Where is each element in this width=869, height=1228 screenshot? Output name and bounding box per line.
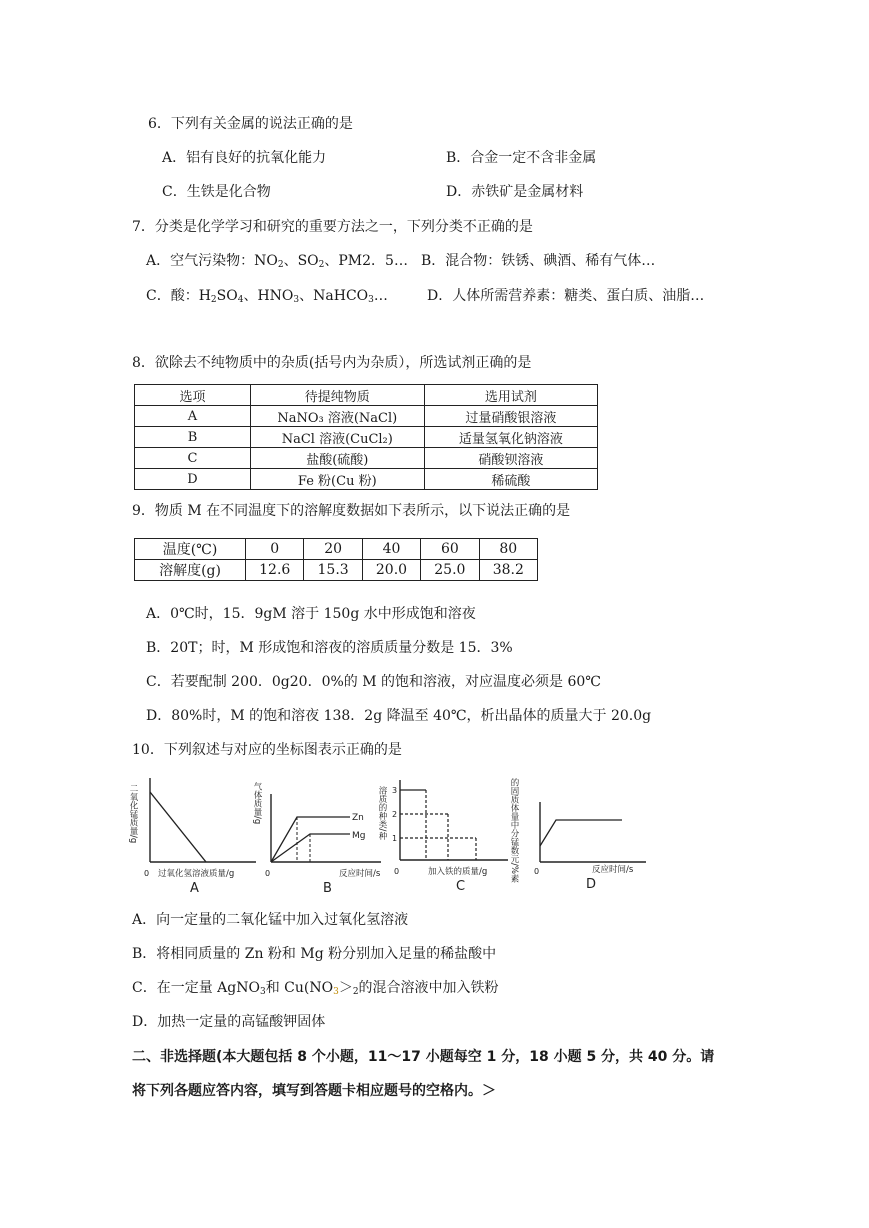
q9-stem: 9．物质 M 在不同温度下的溶解度数据如下表所示，以下说法正确的是 bbox=[132, 503, 571, 519]
table-cell: 12.6 bbox=[246, 560, 304, 581]
table-cell: 20.0 bbox=[362, 560, 420, 581]
table-cell: 稀硫酸 bbox=[424, 469, 597, 490]
table-cell: 硝酸钡溶液 bbox=[424, 448, 597, 469]
table-cell: Fe 粉(Cu 粉) bbox=[250, 469, 424, 490]
graph-d-letter: D bbox=[586, 877, 597, 892]
q7-stem: 7．分类是化学学习和研究的重要方法之一，下列分类不正确的是 bbox=[132, 219, 533, 235]
graph-a-origin: 0 bbox=[144, 869, 150, 878]
q10-graph-b bbox=[252, 772, 387, 896]
table-cell: 38.2 bbox=[479, 560, 537, 581]
graph-d-xlabel: 反应时间/s bbox=[592, 865, 634, 875]
q6-option-c: C．生铁是化合物 bbox=[162, 184, 271, 200]
graph-a-xlabel: 过氧化氢溶液质量/g bbox=[158, 869, 235, 879]
q7-option-a: A．空气污染物：$NO_2$、$SO_2$、PM2．5… bbox=[146, 253, 408, 270]
section2-heading-line1: 二、非选择题(本大题包括 8 个小题，11～17 小题每空 1 分，18 小题 5 分，共 40 分。请 bbox=[132, 1049, 715, 1065]
table-cell: 15.3 bbox=[304, 560, 362, 581]
q9-row-label-temp: 温度(℃) bbox=[135, 539, 246, 560]
q9-option-d: D．80%时，M 的饱和溶夜 138．2g 降温至 40℃，析出晶体的质量大于 20.0g bbox=[146, 708, 652, 724]
graph-c-tick-1: 1 bbox=[392, 834, 398, 843]
q6-option-b: B．合金一定不含非金属 bbox=[446, 150, 597, 166]
graph-b-letter: B bbox=[323, 881, 332, 896]
graph-c-tick-3: 3 bbox=[392, 786, 398, 795]
graph-d-origin: 0 bbox=[534, 867, 540, 876]
q6-option-a: A．铝有良好的抗氧化能力 bbox=[162, 150, 327, 166]
graph-b-xlabel: 反应时间/s bbox=[339, 869, 381, 879]
graph-b-ylabel: 气体质量/g bbox=[252, 782, 262, 825]
table-cell: C bbox=[135, 448, 251, 469]
q9-row-label-solubility: 溶解度(g) bbox=[135, 560, 246, 581]
section2-heading-line2: 将下列各题应答内容，填写到答题卡相应题号的空格内。＞ bbox=[132, 1083, 496, 1099]
q9-option-b: B．20T；时，M 形成饱和溶夜的溶质质量分数是 15．3% bbox=[146, 640, 513, 656]
q7-option-c: C．酸：$H_2SO_4$、$HNO_3$、NaHCO$_3$… bbox=[146, 288, 388, 305]
q8-header-option: 选项 bbox=[135, 385, 251, 406]
table-cell: B bbox=[135, 427, 251, 448]
q6-stem: 6．下列有关金属的说法正确的是 bbox=[148, 116, 353, 132]
table-cell: 过量硝酸银溶液 bbox=[424, 406, 597, 427]
graph-b-mg-label: Mg bbox=[352, 831, 366, 841]
table-cell: NaCl 溶液(CuCl₂) bbox=[250, 427, 424, 448]
table-cell: 60 bbox=[421, 539, 479, 560]
q10-graph-d bbox=[510, 770, 650, 896]
q6-option-d: D．赤铁矿是金属材料 bbox=[446, 184, 584, 200]
q9-option-c: C．若要配制 200．0g20．0%的 M 的饱和溶液，对应温度必须是 60℃ bbox=[146, 674, 601, 690]
table-cell: D bbox=[135, 469, 251, 490]
table-cell: 20 bbox=[304, 539, 362, 560]
q10-stem: 10．下列叙述与对应的坐标图表示正确的是 bbox=[132, 742, 402, 758]
graph-c-origin: 0 bbox=[394, 867, 400, 876]
graph-b-origin: 0 bbox=[265, 869, 271, 878]
table-cell: 盐酸(硫酸) bbox=[250, 448, 424, 469]
q10-graph-a bbox=[130, 772, 262, 896]
graph-a-ylabel: 二氧化锰质量/g bbox=[128, 784, 138, 844]
q7-option-b: B．混合物：铁锈、碘酒、稀有气体… bbox=[421, 253, 656, 269]
table-cell: 80 bbox=[479, 539, 537, 560]
q10-graph-c bbox=[377, 772, 512, 896]
table-cell: 0 bbox=[246, 539, 304, 560]
q9-option-a: A．0℃时，15．9gM 溶于 150g 水中形成饱和溶夜 bbox=[146, 606, 476, 622]
graph-c-xlabel: 加入铁的质量/g bbox=[428, 867, 488, 877]
q8-table bbox=[134, 384, 598, 490]
graph-c-tick-2: 2 bbox=[392, 810, 398, 819]
q10-option-c: C．在一定量 AgNO$_3$和 $Cu(NO_3>_2$的混合溶液中加入铁粉 bbox=[132, 980, 499, 997]
q10-option-b: B．将相同质量的 Zn 粉和 Mg 粉分别加入足量的稀盐酸中 bbox=[132, 946, 497, 962]
table-cell: 25.0 bbox=[421, 560, 479, 581]
q7-option-d: D．人体所需营养素：糖类、蛋白质、油脂… bbox=[427, 288, 705, 304]
graph-c-letter: C bbox=[456, 879, 466, 894]
q8-header-reagent: 选用试剂 bbox=[424, 385, 597, 406]
q8-header-substance: 待提纯物质 bbox=[250, 385, 424, 406]
graph-b-zn-label: Zn bbox=[352, 813, 364, 823]
table-cell: A bbox=[135, 406, 251, 427]
q9-solubility-table bbox=[134, 538, 538, 581]
q10-option-d: D．加热一定量的高锰酸钾固体 bbox=[132, 1014, 326, 1030]
table-cell: NaNO₃ 溶液(NaCl) bbox=[250, 406, 424, 427]
graph-d-ylabel: 的固质体量中分锰数元/%素 bbox=[509, 778, 519, 883]
table-cell: 适量氢氧化钠溶液 bbox=[424, 427, 597, 448]
q10-option-a: A．向一定量的二氧化锰中加入过氧化氢溶液 bbox=[132, 912, 409, 928]
table-cell: 40 bbox=[362, 539, 420, 560]
graph-a-letter: A bbox=[190, 881, 199, 896]
graph-c-ylabel: 溶质的种类/种 bbox=[377, 786, 387, 840]
q8-stem: 8．欲除去不纯物质中的杂质(括号内为杂质），所选试剂正确的是 bbox=[132, 355, 532, 371]
